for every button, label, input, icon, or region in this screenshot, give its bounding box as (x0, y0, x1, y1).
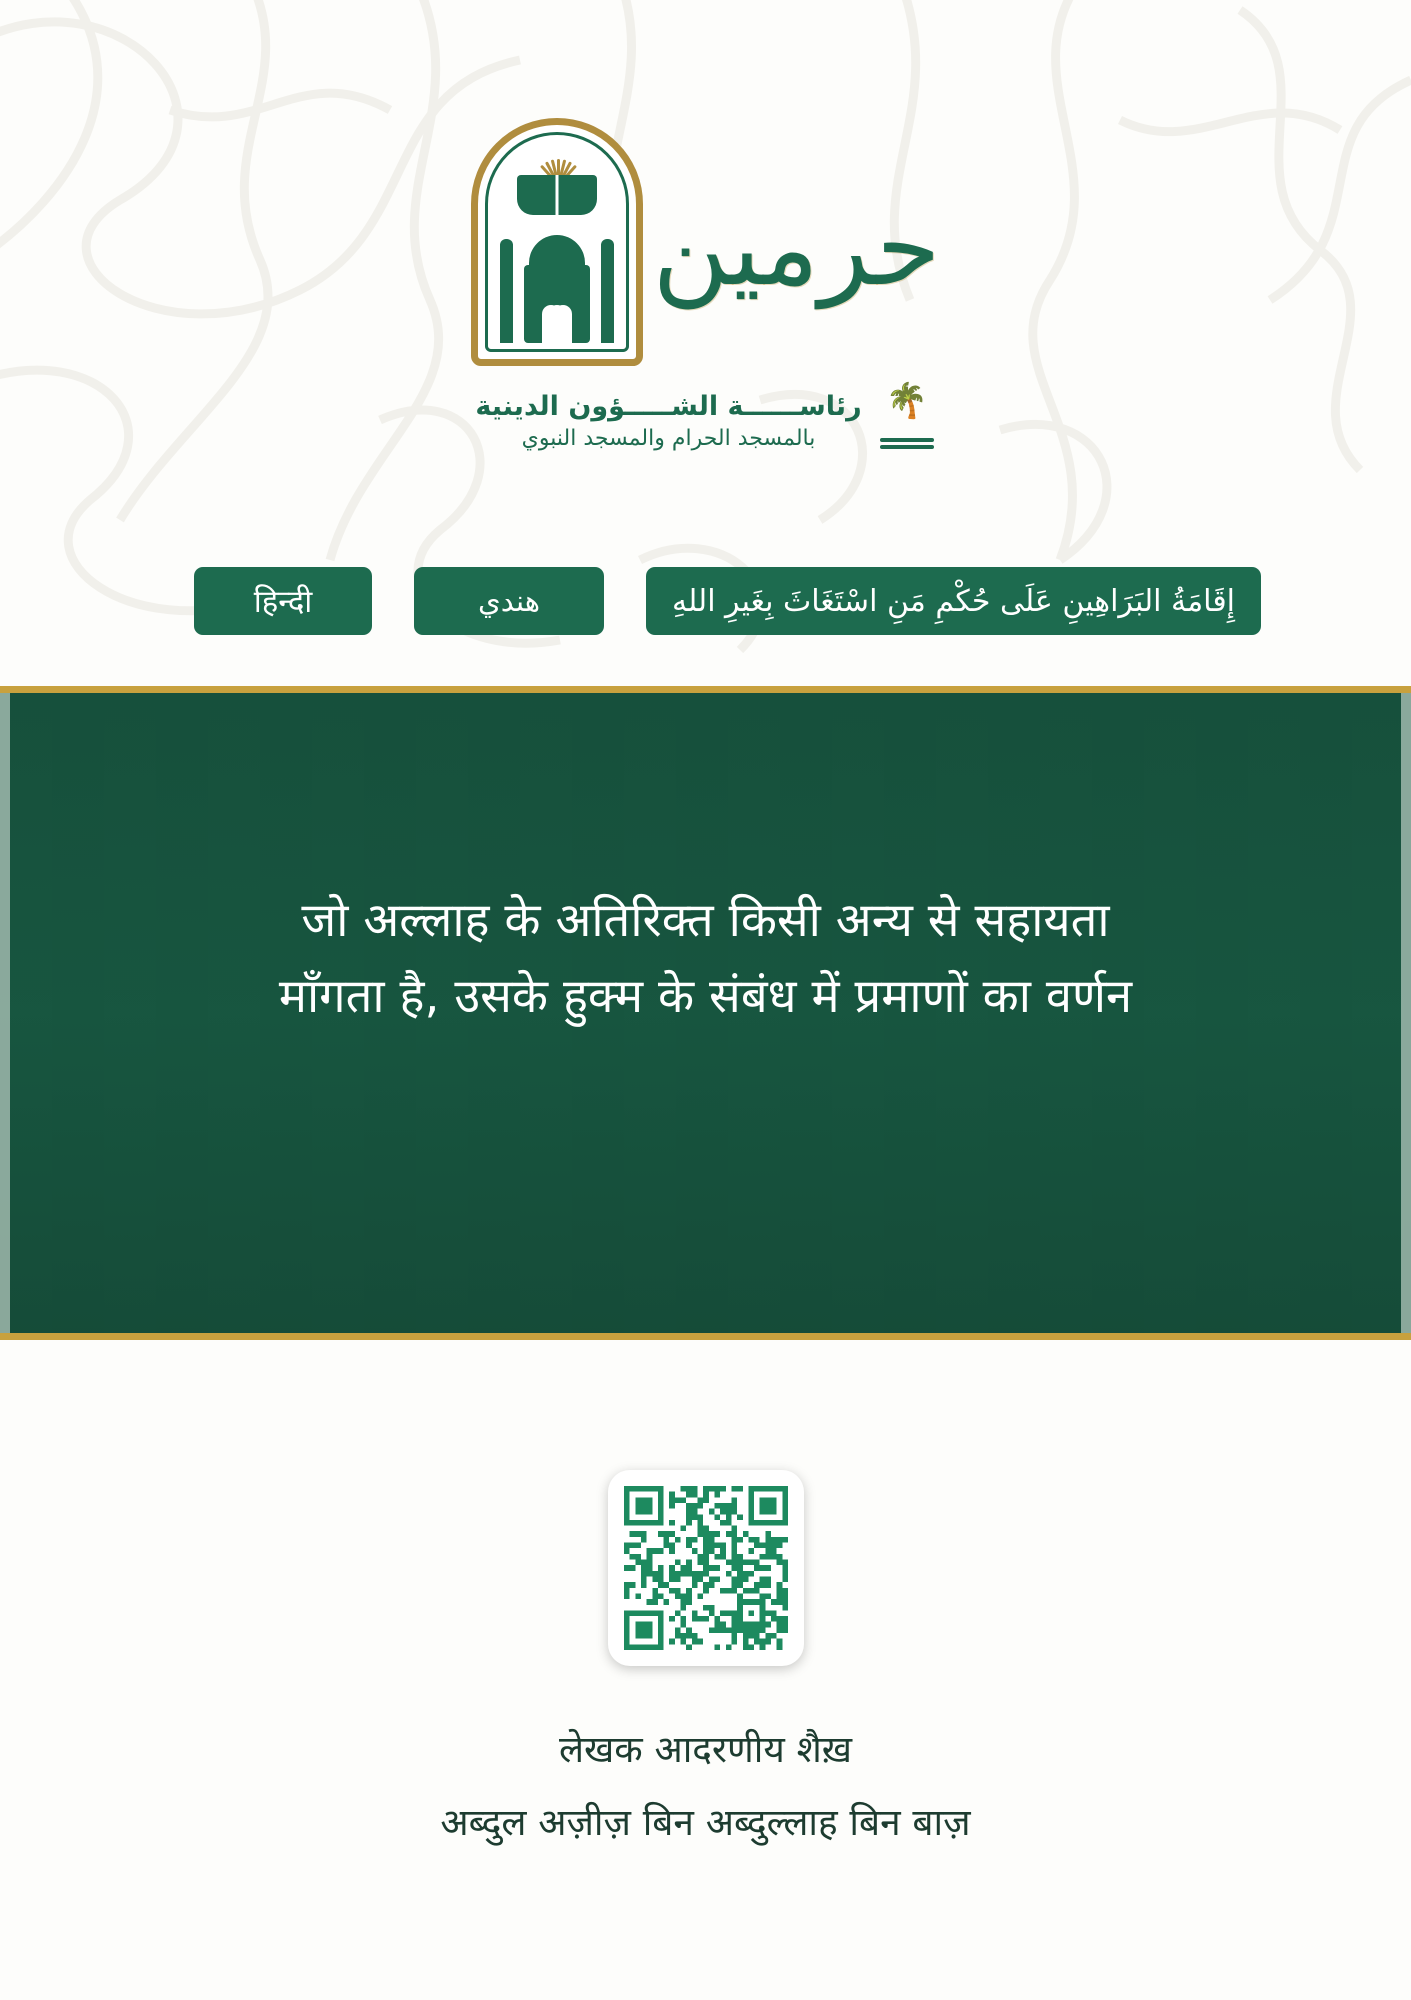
title-banner (0, 693, 1411, 1333)
qr-code-icon (624, 1486, 788, 1650)
logo-row (0, 118, 1411, 366)
org-line-2: بالمسجد الحرام والمسجد النبوي (521, 426, 816, 451)
poster-title (116, 883, 1296, 1035)
arabic-title-chip: إِقَامَةُ البَرَاهِينِ عَلَى حُكْمِ مَنِ اسْتَغَاثَ بِغَيرِ اللهِ (646, 567, 1261, 635)
banner-right-accent (1401, 693, 1411, 1333)
organization-name (0, 384, 1411, 458)
poster-title-line-2: माँगता है, उसके हुक्म के संबंध में प्रमाणों का वर्णन (278, 969, 1133, 1025)
banner-left-accent (0, 693, 10, 1333)
poster-title-line-1: जो अल्लाह के अतिरिक्त किसी अन्य से सहायता (301, 893, 1110, 948)
banner-bottom-rule (0, 1333, 1411, 1340)
logo-block (0, 118, 1411, 458)
banner-top-rule (0, 686, 1411, 693)
author-block (0, 1720, 1411, 1852)
open-book-icon (517, 175, 597, 215)
qr-code[interactable] (608, 1470, 804, 1666)
language-chip-arabic: هندي (414, 567, 604, 635)
haramain-emblem-icon (471, 118, 643, 366)
author-line-1: लेखक आदरणीय शैख़ (558, 1728, 853, 1771)
mosque-icon (498, 231, 616, 343)
saudi-emblem-icon: 🌴 (878, 384, 936, 458)
haramain-wordmark: حرمين (652, 187, 941, 309)
chips-row (0, 565, 1411, 637)
org-line-1: رئاســــــة الشـــــؤون الدينية (475, 391, 862, 422)
author-line-2: अब्दुल अज़ीज़ बिन अब्दुल्लाह बिन बाज़ (440, 1801, 971, 1845)
language-chip-hindi: हिन्दी (194, 567, 372, 635)
